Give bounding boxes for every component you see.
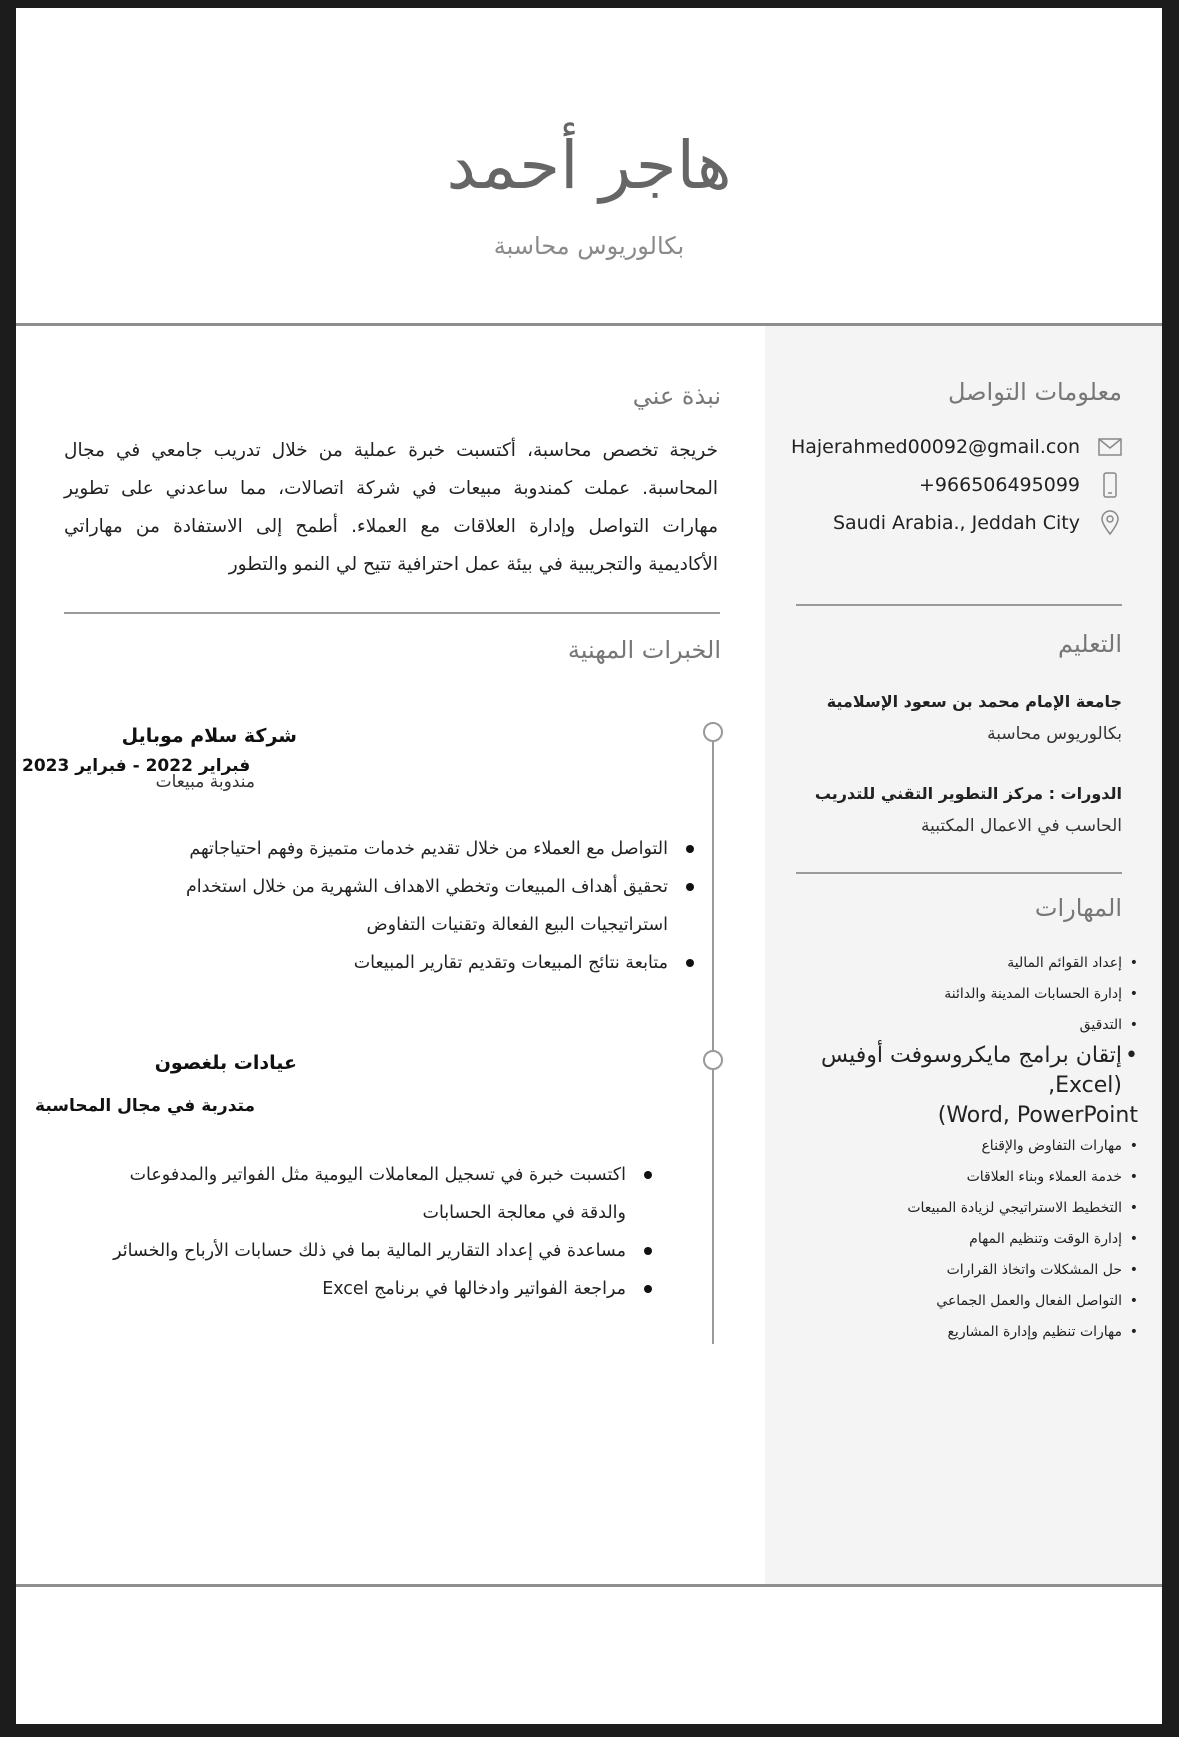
- contact-location-row: [833, 508, 1122, 538]
- job-bullet: تحقيق أهداف المبيعات وتخطي الاهداف الشهرية من خلال استخدام استراتيجيات البيع الفعالة وتقنيات التفاوض: [112, 868, 698, 944]
- education-university: جامعة الإمام محمد بن سعود الإسلامية: [826, 692, 1122, 711]
- skill-item: • إعداد القوائم المالية: [798, 948, 1138, 979]
- job-bullet: اكتسبت خبرة في تسجيل المعاملات اليومية مثل الفواتير والمدفوعات والدقة في معالجة الحسابات: [112, 1156, 656, 1232]
- job-bullets: [112, 830, 698, 982]
- skill-item: • مهارات تنظيم وإدارة المشاريع: [798, 1317, 1138, 1348]
- skill-item: • مهارات التفاوض والإقناع: [798, 1131, 1138, 1162]
- main-divider: [64, 612, 720, 614]
- candidate-name: هاجر أحمد: [446, 127, 732, 204]
- course-name: الحاسب في الاعمال المكتبية: [920, 816, 1122, 836]
- job-company: عيادات بلغصون: [154, 1052, 297, 1074]
- timeline-dot: [703, 722, 723, 742]
- experience-title: الخبرات المهنية: [567, 636, 721, 664]
- skills-list: [798, 948, 1138, 1348]
- job-date: فبراير 2022 - فبراير 2023: [22, 756, 251, 776]
- skill-item: • التدقيق: [798, 1010, 1138, 1041]
- timeline-dot: [703, 1050, 723, 1070]
- job-role: مندوبة مبيعات: [155, 772, 255, 792]
- job-bullet: متابعة نتائج المبيعات وتقديم تقارير المبيعات: [112, 944, 698, 982]
- mobile-phone-icon: [1098, 472, 1122, 498]
- education-degree: بكالوريوس محاسبة: [987, 724, 1122, 744]
- job-bullet: التواصل مع العملاء من خلال تقديم خدمات متميزة وفهم احتياجاتهم: [112, 830, 698, 868]
- skill-item-continued-text: Word, PowerPoint): [937, 1103, 1138, 1128]
- education-title: التعليم: [1058, 630, 1122, 658]
- contact-phone[interactable]: +966506495099: [919, 474, 1080, 496]
- candidate-subtitle: بكالوريوس محاسبة: [493, 232, 685, 260]
- about-text: خريجة تخصص محاسبة، أكتسبت خبرة عملية من خلال تدريب جامعي في مجال المحاسبة. عملت كمندوبة مبيعات في شركة اتصالات، مما ساعدني على تطوير مهارات التواصل وإدارة العلاقات مع العملاء. أطمح إلى الاستفادة من مهاراتي الأكاديمية والتجريبية في بيئة عمل احترافية تتيح لي النمو والتطور: [64, 440, 718, 575]
- contact-title: معلومات التواصل: [947, 378, 1122, 406]
- job-bullets: [112, 1156, 656, 1308]
- contact-email[interactable]: Hajerahmed00092@gmail.con: [790, 436, 1080, 458]
- skill-item: • حل المشكلات واتخاذ القرارات: [798, 1255, 1138, 1286]
- contact-location: Saudi Arabia., Jeddah City: [832, 512, 1080, 534]
- skill-item: • التخطيط الاستراتيجي لزيادة المبيعات: [798, 1193, 1138, 1224]
- courses-heading: الدورات : مركز التطوير التقني للتدريب: [814, 784, 1122, 803]
- envelope-icon: [1098, 438, 1122, 456]
- job-bullet: مساعدة في إعداد التقارير المالية بما في ذلك حسابات الأرباح والخسائر: [112, 1232, 656, 1270]
- location-pin-icon: [1098, 510, 1122, 536]
- resume-header: [16, 8, 1162, 323]
- contact-phone-row: [919, 470, 1122, 500]
- sidebar-divider-2: [796, 872, 1122, 874]
- skill-item: • إدارة الحسابات المدينة والدائنة: [798, 979, 1138, 1010]
- skills-title: المهارات: [1034, 894, 1122, 922]
- resume-page: [16, 8, 1162, 1724]
- job-role: متدربة في مجال المحاسبة: [35, 1096, 255, 1116]
- about-title: نبذة عني: [632, 382, 721, 410]
- skill-item: • خدمة العملاء وبناء العلاقات: [798, 1162, 1138, 1193]
- job-bullet: مراجعة الفواتير وادخالها في برنامج Excel: [112, 1270, 656, 1308]
- experience-timeline: [712, 734, 714, 1344]
- job-company: شركة سلام موبايل: [121, 725, 297, 747]
- skill-item: • إتقان برامج مايكروسوفت أوفيس (Excel,: [798, 1041, 1138, 1101]
- skill-item-continued: [798, 1101, 1138, 1131]
- skill-item: • إدارة الوقت وتنظيم المهام: [798, 1224, 1138, 1255]
- sidebar-divider-1: [796, 604, 1122, 606]
- contact-email-row: [791, 432, 1122, 462]
- sidebar: [765, 326, 1162, 1584]
- skill-item: • التواصل الفعال والعمل الجماعي: [798, 1286, 1138, 1317]
- main-column: [16, 326, 765, 1584]
- footer-divider: [16, 1584, 1162, 1587]
